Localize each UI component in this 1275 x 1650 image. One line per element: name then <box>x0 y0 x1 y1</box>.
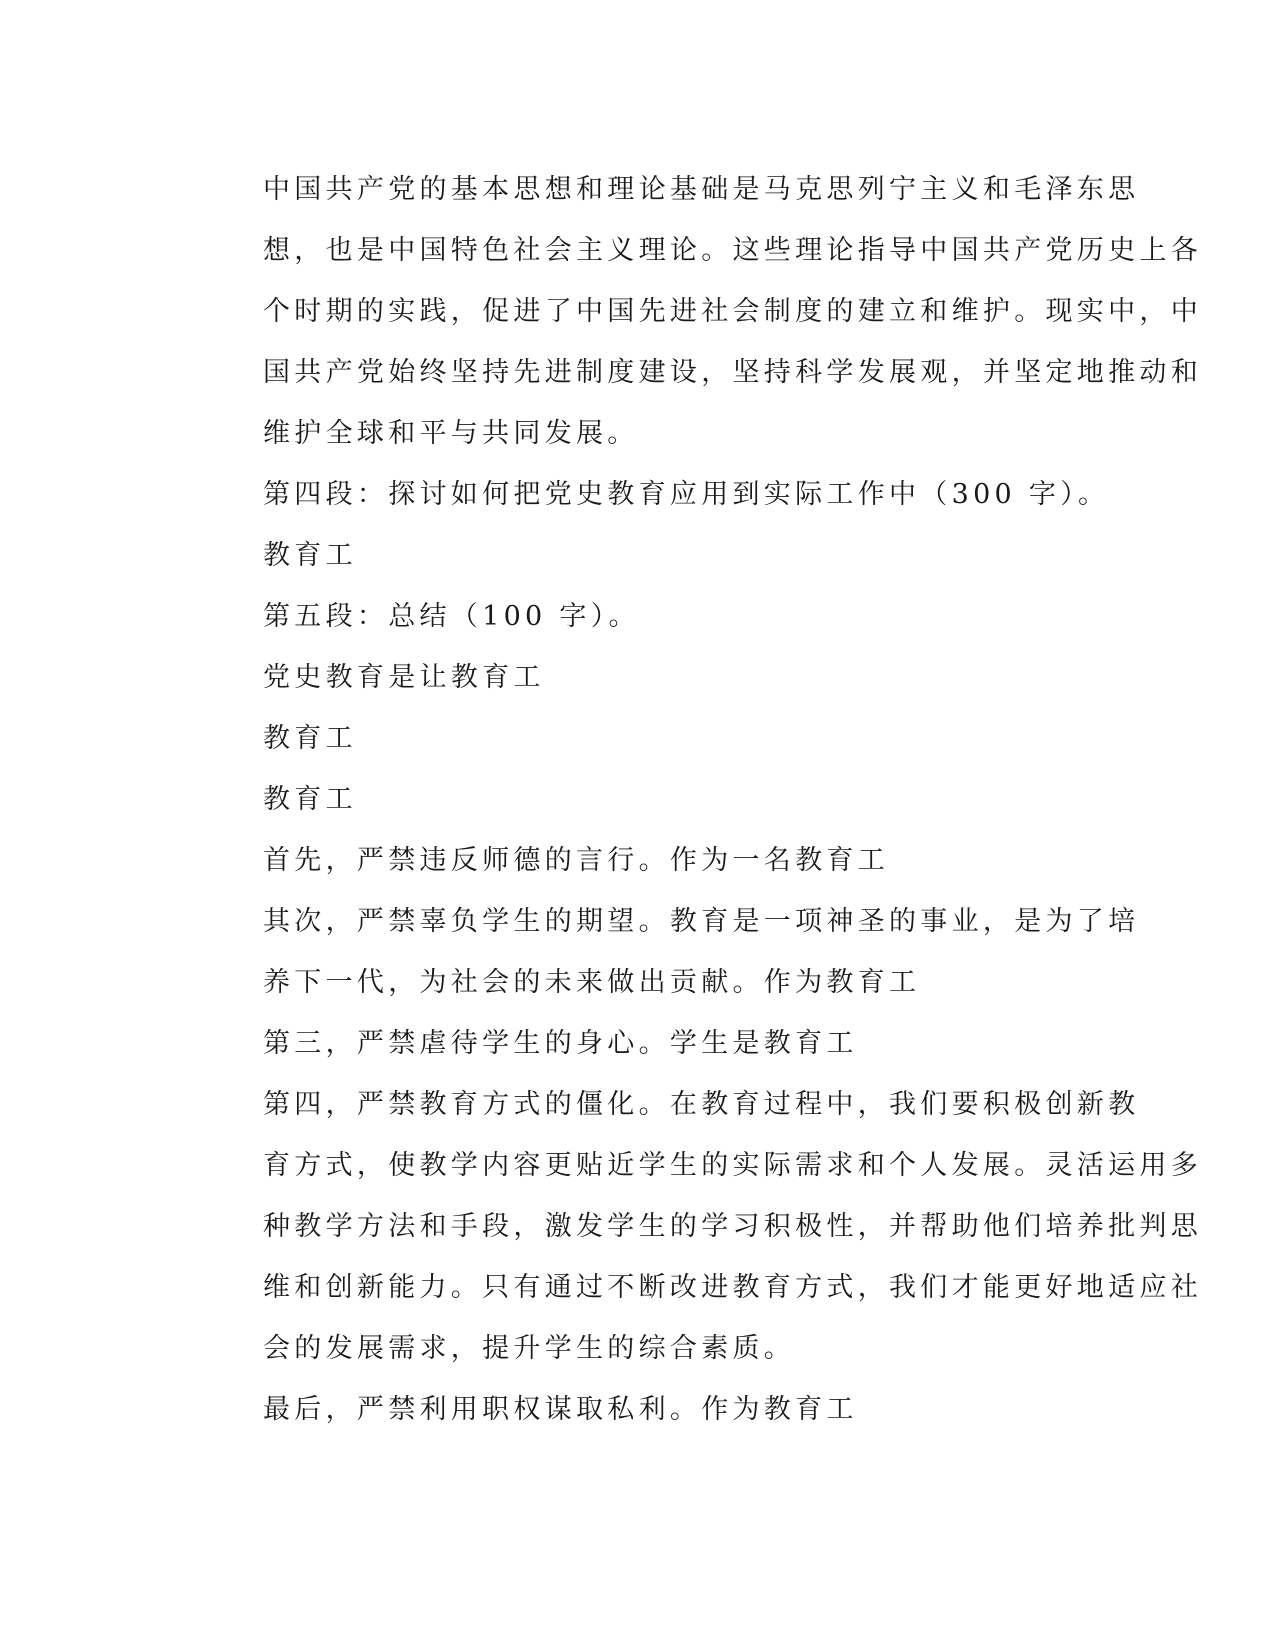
text-line: 中国共产党的基本思想和理论基础是马克思列宁主义和毛泽东思 <box>263 174 1140 205</box>
text-line: 教育工 <box>263 723 357 754</box>
paragraph <box>188 1074 1202 1379</box>
text-line: 维护全球和平与共同发展。 <box>263 418 639 449</box>
paragraph <box>188 830 1070 891</box>
text-line: 其次，严禁辜负学生的期望。教育是一项神圣的事业，是为了培 <box>263 906 1140 937</box>
paragraph <box>188 464 1110 525</box>
paragraph <box>188 586 1070 647</box>
text-line: 第四，严禁教育方式的僵化。在教育过程中，我们要积极创新教 <box>263 1089 1140 1120</box>
text-line: 会的发展需求，提升学生的综合素质。 <box>263 1333 796 1364</box>
document-body <box>188 159 1202 1440</box>
paragraph <box>188 769 1070 830</box>
text-line: 养下一代，为社会的未来做出贡献。作为教育工 <box>263 967 921 998</box>
paragraph <box>188 647 1070 708</box>
text-line: 想，也是中国特色社会主义理论。这些理论指导中国共产党历史上各 <box>263 235 1202 266</box>
text-line: 维和创新能力。只有通过不断改进教育方式，我们才能更好地适应社 <box>263 1272 1202 1303</box>
text-line: 第三，严禁虐待学生的身心。学生是教育工 <box>263 1028 858 1059</box>
text-line: 个时期的实践，促进了中国先进社会制度的建立和维护。现实中，中 <box>263 296 1202 327</box>
text-line: 最后，严禁利用职权谋取私利。作为教育工 <box>263 1394 858 1425</box>
paragraph <box>188 1379 1070 1440</box>
paragraph <box>188 708 1070 769</box>
paragraph <box>188 1013 1070 1074</box>
text-line: 第四段：探讨如何把党史教育应用到实际工作中（300 字）。 <box>263 479 1110 510</box>
text-line: 第五段：总结（100 字）。 <box>263 601 640 632</box>
text-line: 首先，严禁违反师德的言行。作为一名教育工 <box>263 845 889 876</box>
text-line: 国共产党始终坚持先进制度建设，坚持科学发展观，并坚定地推动和 <box>263 357 1202 388</box>
text-line: 育方式，使教学内容更贴近学生的实际需求和个人发展。灵活运用多 <box>263 1150 1202 1181</box>
text-line: 教育工 <box>263 784 357 815</box>
paragraph <box>188 891 1140 1013</box>
paragraph <box>188 159 1202 464</box>
text-line: 种教学方法和手段，激发学生的学习积极性，并帮助他们培养批判思 <box>263 1211 1202 1242</box>
text-line: 党史教育是让教育工 <box>263 662 545 693</box>
text-line: 教育工 <box>263 540 357 571</box>
paragraph <box>188 525 1070 586</box>
